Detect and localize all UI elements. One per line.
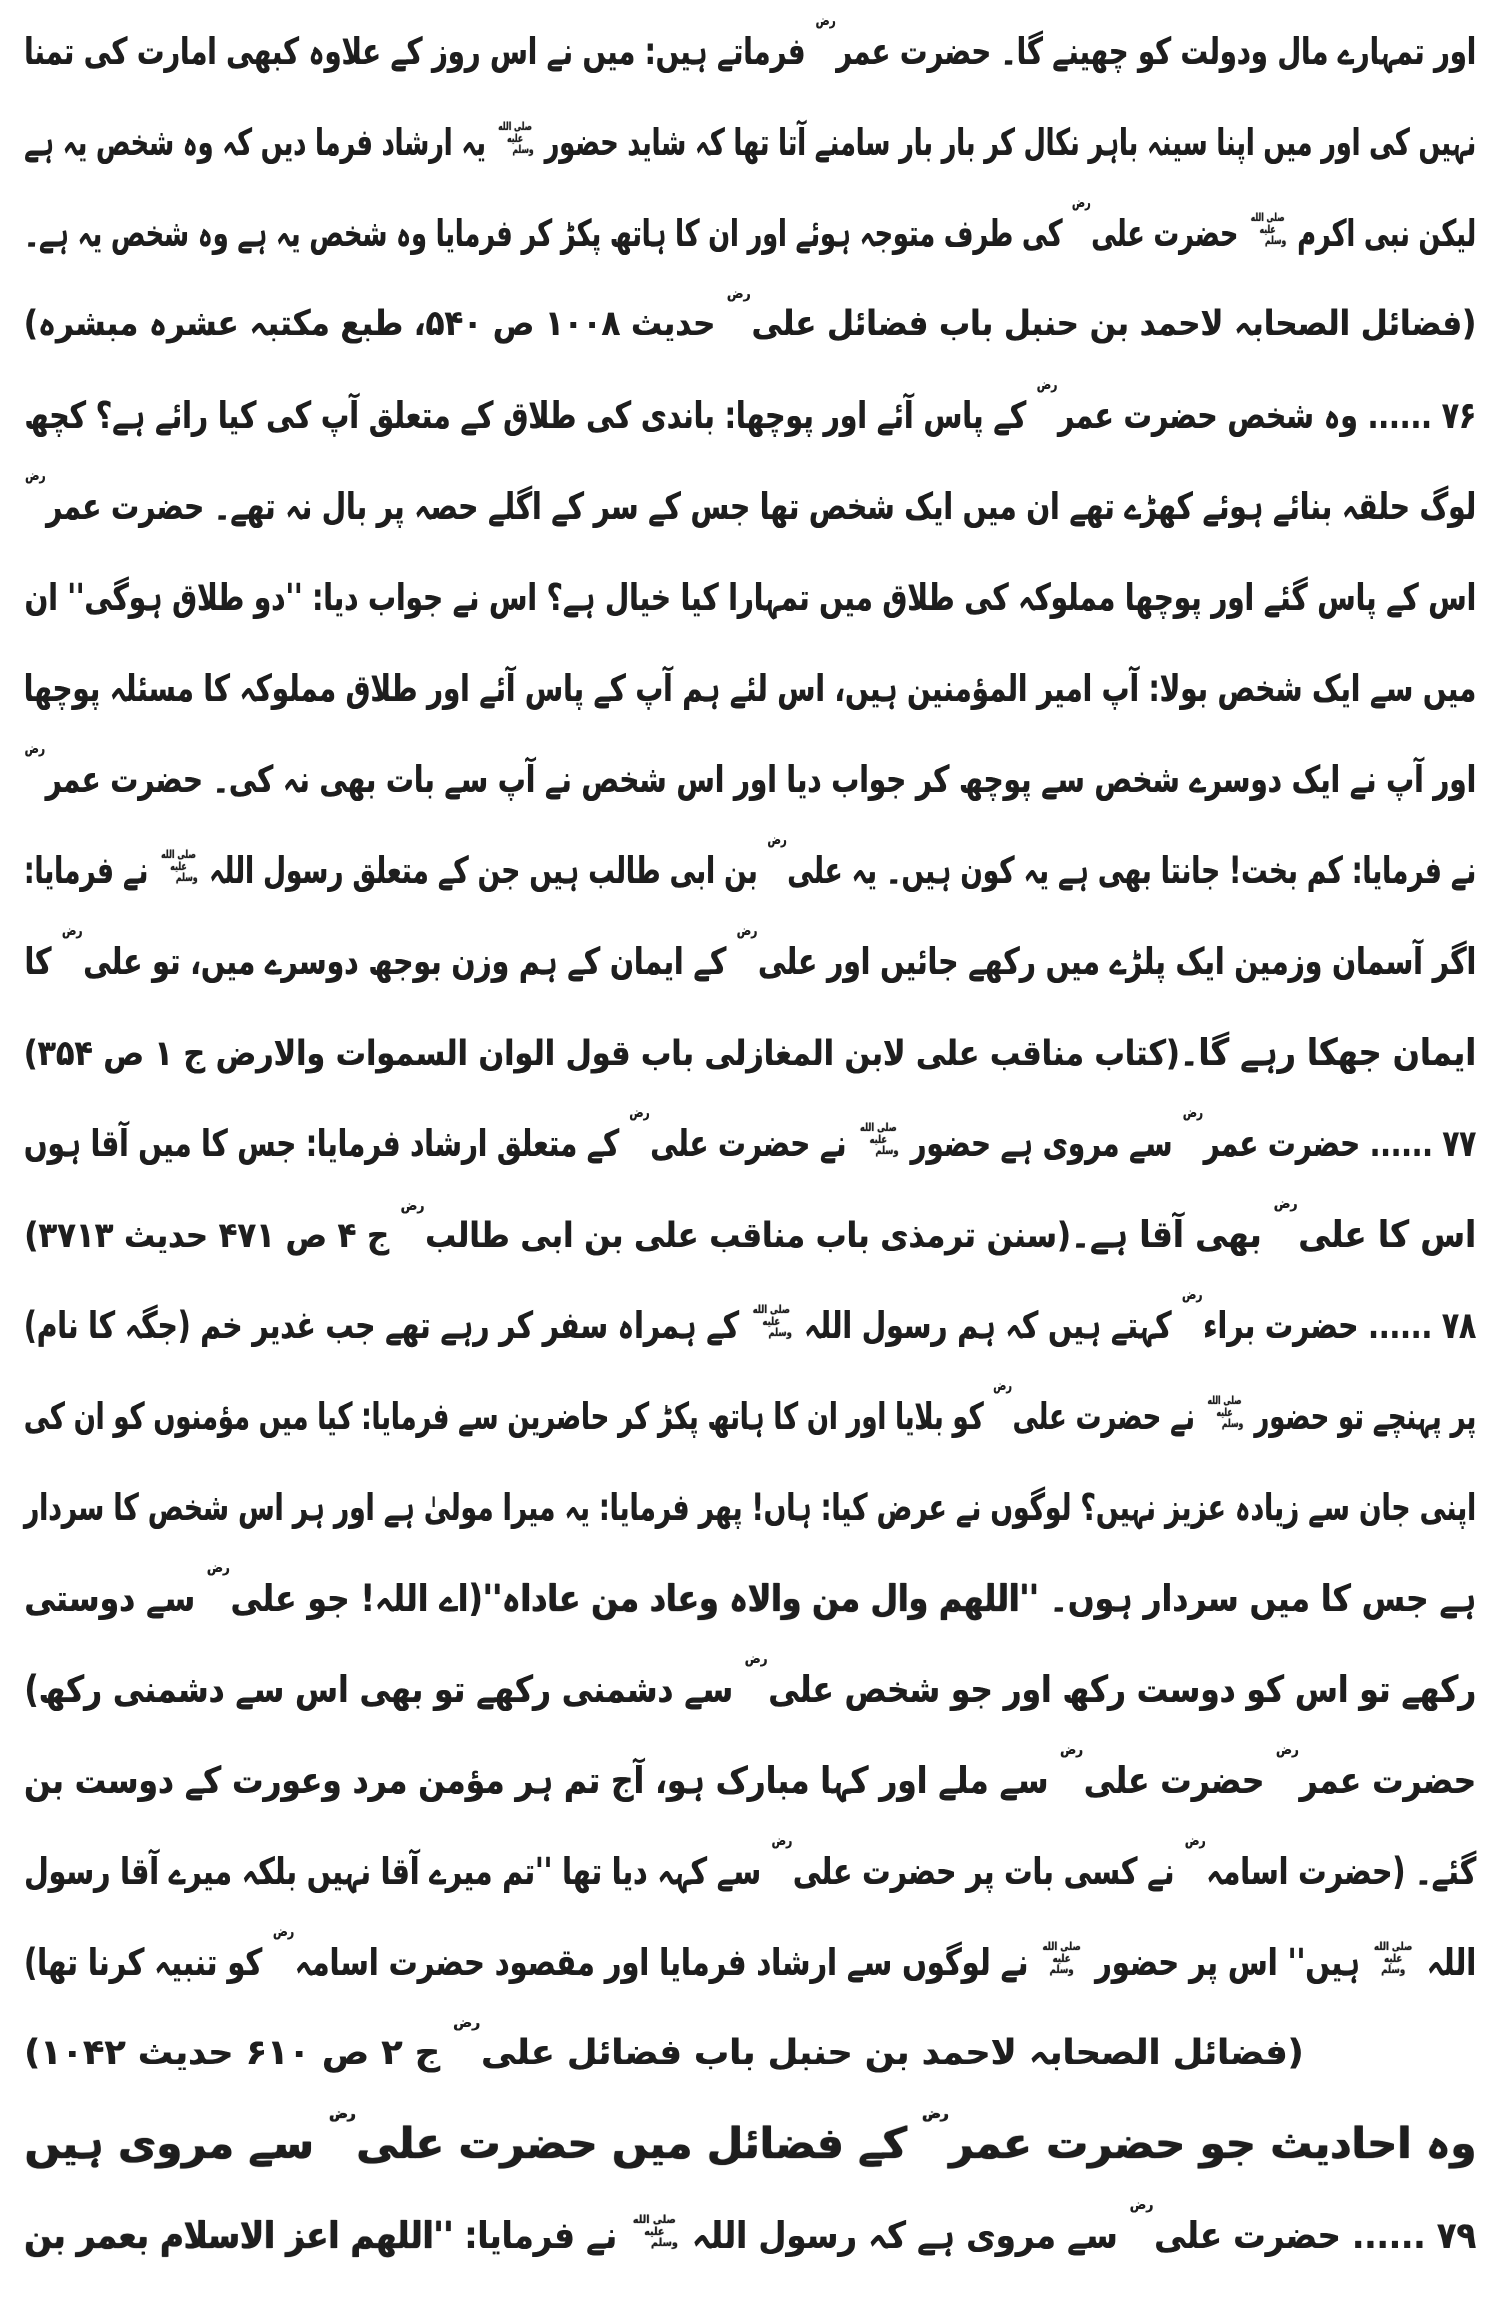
radi-allahu-anhu-mark: رض: [329, 2106, 356, 2122]
radi-allahu-anhu-mark: رض: [1129, 2197, 1154, 2213]
arabic-supplication-text: ''اللھم اعز الاسلام بعمر بن: [24, 2214, 454, 2257]
sallallahu-alaihi-wasallam-seal-icon: صلى الله عليه وسلم: [859, 1121, 899, 1158]
arabic-supplication-text: ''اللھم وال من والاہ وعاد من عاداہ'': [482, 1577, 1039, 1620]
radi-allahu-anhu-mark: رض: [767, 832, 787, 848]
text-with-citation-line: [24, 1189, 1476, 1280]
body-text-line: پر پہنچے تو حضور صلى الله عليه وسلم نے حضرت علیرض کو بلایا اور ان کا ہاتھ پکڑ کر حاضرین سے فرمایا: کیا میں مؤمنوں کو ان کی: [23, 1378, 1476, 1438]
body-text-line: نہیں کی اور میں اپنا سینہ باہر نکال کر بار بار سامنے آتا تھا کہ شاید حضور صلى الله عليه وسلم یہ ارشاد فرما دیں کہ وہ شخص یہ ہے: [24, 120, 1476, 164]
radi-allahu-anhu-mark: رض: [736, 923, 758, 939]
reference-citation: (فضائل الصحابہ لاحمد بن حنبل باب فضائل علیرض ج ۲ ص ۶۱۰ حدیث ۱۰۴۲): [24, 2015, 1304, 2073]
radi-allahu-anhu-mark: رض: [400, 1198, 425, 1214]
reference-citation: (فضائل الصحابہ لاحمد بن حنبل باب فضائل علیرض حدیث ۱۰۰۸ ص ۵۴۰، طبع مکتبہ عشرہ مبشرہ): [23, 286, 1476, 344]
section-heading: وہ احادیث جو حضرت عمررض کے فضائل میں حضرت علیرض سے مروی ہیں: [24, 2106, 1476, 2169]
sallallahu-alaihi-wasallam-seal-icon: صلى الله عليه وسلم: [1250, 211, 1287, 248]
radi-allahu-anhu-mark: رض: [453, 2015, 480, 2031]
body-text-line: اس کے پاس گئے اور پوچھا مملوکہ کی طلاق میں تمہارا کیا خیال ہے؟ اس نے جواب دیا: ''دو طلاق ہوگی'' ان: [24, 576, 1476, 619]
radi-allahu-anhu-mark: رض: [726, 286, 751, 302]
sallallahu-alaihi-wasallam-seal-icon: صلى الله عليه وسلم: [1374, 1940, 1413, 1977]
body-text-line: اپنی جان سے زیادہ عزیز نہیں؟ لوگوں نے عرض کیا: ہاں! پھر فرمایا: یہ میرا مولیٰ ہے اور ہر اس شخص کا سردار: [23, 1486, 1476, 1529]
sallallahu-alaihi-wasallam-seal-icon: صلى الله عليه وسلم: [752, 1303, 792, 1340]
radi-allahu-anhu-mark: رض: [1181, 1287, 1203, 1303]
radi-allahu-anhu-mark: رض: [629, 1105, 650, 1121]
body-text-segment: ۷۹ ...... حضرت علیرض سے مروی ہے کہ رسول اللہ صلى الله عليه وسلم نے فرمایا:: [453, 2197, 1476, 2257]
radi-allahu-anhu-mark: رض: [1184, 1833, 1206, 1849]
body-text-line: اگر آسمان وزمین ایک پلڑے میں رکھے جائیں اور علیرض کے ایمان کے ہم وزن بوجھ دوسرے میں، تو علیرض کا: [24, 923, 1476, 983]
radi-allahu-anhu-mark: رض: [206, 1560, 230, 1576]
body-text-segment: (اے اللہ! جو علیرض سے دوستی: [24, 1560, 483, 1620]
sallallahu-alaihi-wasallam-seal-icon: صلى الله عليه وسلم: [1207, 1394, 1244, 1431]
radi-allahu-anhu-mark: رض: [1273, 1196, 1298, 1212]
body-text-line: میں سے ایک شخص بولا: آپ امیر المؤمنین ہیں، اس لئے ہم آپ کے پاس آئے اور طلاق مملوکہ کا مسئلہ پوچھا: [23, 667, 1476, 710]
radi-allahu-anhu-mark: رض: [24, 468, 46, 484]
body-text-line: گئے۔ (حضرت اسامہرض نے کسی بات پر حضرت علیرض سے کہہ دیا تھا ''تم میرے آقا نہیں بلکہ میرے آقا رسول: [23, 1833, 1476, 1893]
radi-allahu-anhu-mark: رض: [61, 923, 83, 939]
body-text-line: نے فرمایا: کم بخت! جانتا بھی ہے یہ کون ہیں۔ یہ علیرض بن ابی طالب ہیں جن کے متعلق رسول اللہ صلى الله عليه وسلم نے فرمایا:: [23, 832, 1476, 892]
body-text-line: اور تمہارے مال ودولت کو چھینے گا۔ حضرت عمررض فرماتے ہیں: میں نے اس روز کے علاوہ کبھی امارت کی تمنا: [24, 13, 1476, 73]
sallallahu-alaihi-wasallam-seal-icon: صلى الله عليه وسلم: [1042, 1940, 1081, 1977]
body-text-line: لوگ حلقہ بنائے ہوئے کھڑے تھے ان میں ایک شخص تھا جس کے سر کے اگلے حصہ پر بال نہ تھے۔ حضرت عمررض: [24, 468, 1476, 528]
radi-allahu-anhu-mark: رض: [1060, 1742, 1083, 1758]
body-text-line: حضرت عمررض حضرت علیرض سے ملے اور کہا مبارک ہو، آج تم ہر مؤمن مرد وعورت کے دوست بن: [23, 1742, 1476, 1802]
sallallahu-alaihi-wasallam-seal-icon: صلى الله عليه وسلم: [632, 2213, 678, 2250]
text-with-citation-line: [23, 1007, 1476, 1098]
centered-text-line: رکھے تو اس کو دوست رکھ اور جو شخص علیرض سے دشمنی رکھے تو بھی اس سے دشمنی رکھ): [24, 1651, 1476, 1711]
sallallahu-alaihi-wasallam-seal-icon: صلى الله عليه وسلم: [498, 120, 534, 157]
citation-text: (کتاب مناقب علی لابن المغازلی باب قول الوان السموات والارض ج ۱ ص ۳۵۴): [23, 1034, 1180, 1074]
centered-text-line: اللہ صلى الله عليه وسلم ہیں'' اس پر حضور صلى الله عليه وسلم نے لوگوں سے ارشاد فرمایا اور مقصود حضرت اسامہرض کو تنبیہ کرنا تھا): [23, 1924, 1476, 1984]
sentence-end-text: اس کا علیرض بھی آقا ہے۔: [1070, 1196, 1476, 1256]
radi-allahu-anhu-mark: رض: [24, 741, 45, 757]
radi-allahu-anhu-mark: رض: [1182, 1105, 1203, 1121]
radi-allahu-anhu-mark: رض: [922, 2106, 949, 2122]
body-text-line: ۷۸ ...... حضرت براءرض کہتے ہیں کہ ہم رسول اللہ صلى الله عليه وسلم کے ہمراہ سفر کر رہے تھے جب غدیر خم (جگہ کا نام): [23, 1287, 1476, 1347]
body-text-line: لیکن نبی اکرم صلى الله عليه وسلم حضرت علیرض کی طرف متوجہ ہوئے اور ان کا ہاتھ پکڑ کر فرمایا وہ شخص یہ ہے وہ شخص یہ ہے۔: [23, 195, 1476, 255]
radi-allahu-anhu-mark: رض: [1036, 377, 1058, 393]
sentence-end-text: ایمان جھکا رہے گا۔: [1179, 1031, 1476, 1074]
radi-allahu-anhu-mark: رض: [771, 1833, 793, 1849]
body-text-line: اور آپ نے ایک دوسرے شخص سے پوچھ کر جواب دیا اور اس شخص نے آپ سے بات بھی نہ کی۔ حضرت عمررض: [24, 741, 1477, 801]
radi-allahu-anhu-mark: رض: [993, 1378, 1012, 1394]
radi-allahu-anhu-mark: رض: [1071, 195, 1091, 211]
body-text-line: [24, 2190, 1476, 2281]
body-text-segment: ہے جس کا میں سردار ہوں۔: [1038, 1577, 1476, 1620]
body-text-line: [24, 1553, 1476, 1644]
sallallahu-alaihi-wasallam-seal-icon: صلى الله عليه وسلم: [161, 848, 198, 885]
page-text-block: [24, 6, 1476, 2281]
radi-allahu-anhu-mark: رض: [272, 1924, 294, 1940]
citation-text: (سنن ترمذی باب مناقب علی بن ابی طالبرض ج ۴ ص ۴۷۱ حدیث ۳۷۱۳): [24, 1198, 1071, 1256]
radi-allahu-anhu-mark: رض: [1275, 1742, 1299, 1758]
radi-allahu-anhu-mark: رض: [744, 1651, 768, 1667]
radi-allahu-anhu-mark: رض: [815, 13, 836, 29]
body-text-line: ۷۷ ...... حضرت عمررض سے مروی ہے حضور صلى الله عليه وسلم نے حضرت علیرض کے متعلق ارشاد فرمایا: جس کا میں آقا ہوں: [23, 1105, 1476, 1165]
body-text-line: ۷۶ ...... وہ شخص حضرت عمررض کے پاس آئے اور پوچھا: باندی کی طلاق کے متعلق آپ کی کیا رائے ہے؟ کچھ: [24, 377, 1476, 437]
